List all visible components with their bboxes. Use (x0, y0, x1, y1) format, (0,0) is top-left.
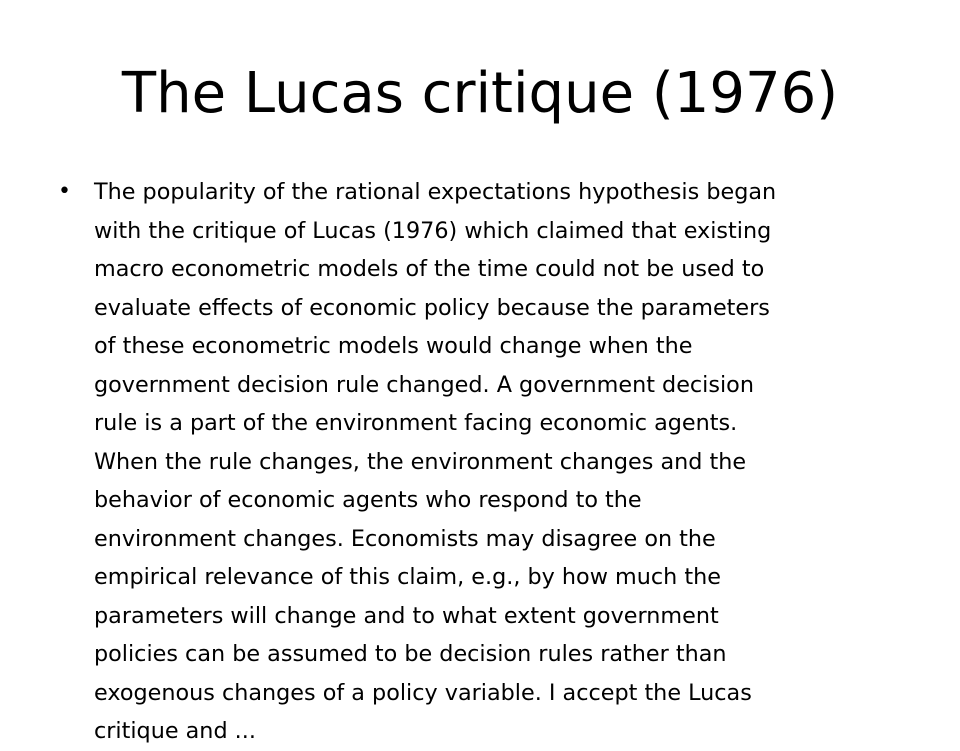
bullet-text-line: exogenous changes of a policy variable. I accept the Lucas (94, 679, 752, 706)
bullet-item (58, 173, 918, 751)
bullet-text-line: evaluate effects of economic policy because the parameters (94, 294, 770, 321)
slide-title: The Lucas critique (1976) (121, 61, 839, 126)
bullet-list (58, 173, 918, 751)
bullet-text-line: environment changes. Economists may disagree on the (94, 525, 716, 552)
bullet-text-line: empirical relevance of this claim, e.g., by how much the (94, 564, 721, 590)
bullet-text-line: government decision rule changed. A government decision (94, 371, 754, 398)
bullet-text-line: behavior of economic agents who respond to the (94, 487, 642, 513)
bullet-dot-icon: • (58, 179, 71, 204)
bullet-text-line: with the critique of Lucas (1976) which claimed that existing (94, 217, 772, 244)
bullet-text-line: The popularity of the rational expectations hypothesis began (94, 179, 777, 205)
bullet-text-line: of these econometric models would change when the (94, 333, 693, 359)
bullet-text-line: rule is a part of the environment facing economic agents. (94, 410, 738, 436)
bullet-text-line: When the rule changes, the environment changes and the (94, 448, 747, 475)
bullet-text-line: policies can be assumed to be decision rules rather than (94, 641, 727, 667)
bullet-text-line: critique and ... (94, 718, 256, 744)
bullet-text-line: parameters will change and to what extent government (94, 602, 719, 629)
bullet-text-line: macro econometric models of the time could not be used to (94, 256, 765, 282)
